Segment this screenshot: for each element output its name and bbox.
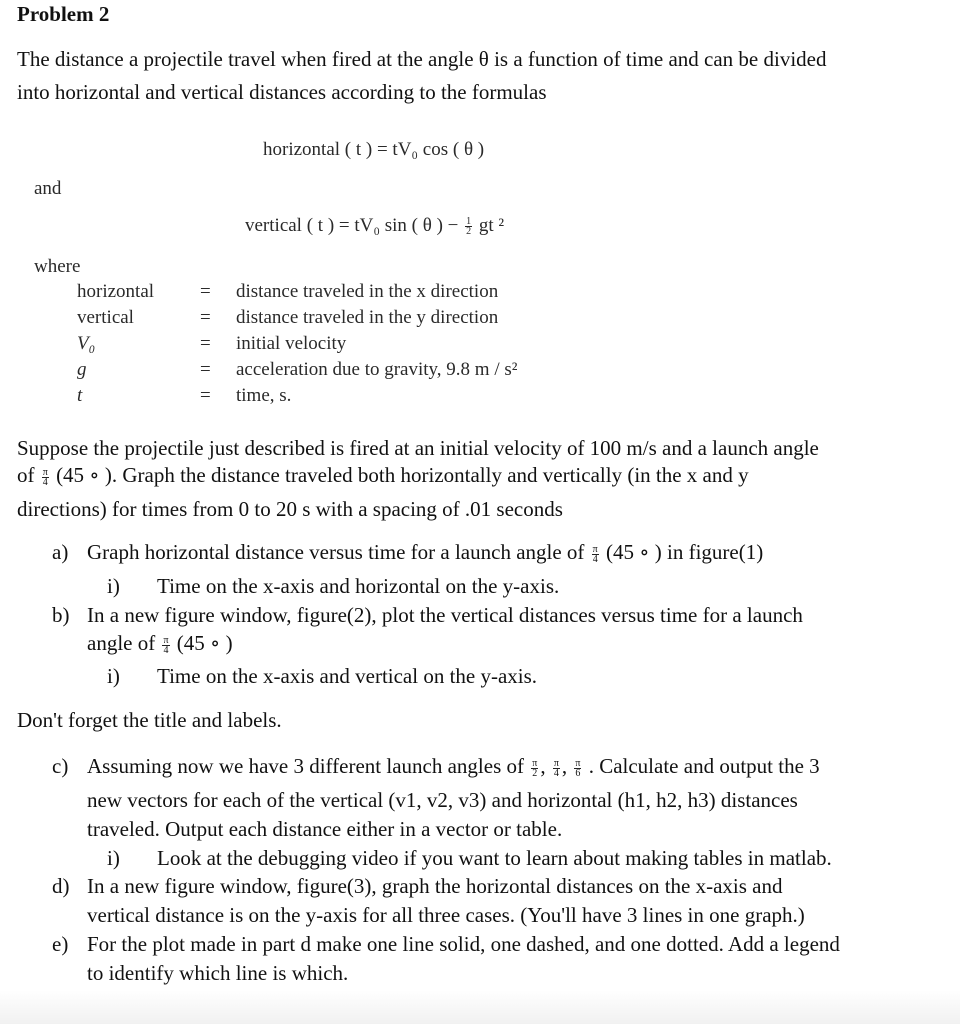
- def-sym-vertical: vertical: [77, 307, 134, 328]
- def-eq-g: =: [200, 359, 211, 380]
- item-c-i-text: Look at the debugging video if you want to learn about making tables in matlab.: [157, 846, 832, 870]
- item-b-post: (45 ∘ ): [176, 631, 233, 655]
- item-a-pre: Graph horizontal distance versus time for a launch angle of: [87, 540, 585, 564]
- pi-over-2-fraction: [531, 759, 538, 778]
- suppose-line-2: [17, 463, 749, 488]
- one-half-denominator: 2: [466, 226, 472, 238]
- frac-denominator: 2: [532, 767, 538, 779]
- item-c-pre: Assuming now we have 3 different launch angles of: [87, 754, 525, 778]
- item-c-line-2: new vectors for each of the vertical (v1, v2, v3) and horizontal (h1, h2, h3) distances: [87, 788, 798, 812]
- pi-over-4-fraction: [162, 636, 169, 655]
- def-sym-g: g: [77, 359, 87, 380]
- pi-over-4-fraction: [592, 545, 599, 564]
- suppose-line-3: directions) for times from 0 to 20 s with a spacing of .01 seconds: [17, 497, 563, 521]
- def-desc-v0: initial velocity: [236, 333, 347, 354]
- frac-denominator: 6: [575, 767, 581, 779]
- def-eq-vertical: =: [200, 307, 211, 328]
- one-half-numerator: 1: [466, 216, 472, 228]
- item-c-line-3: traveled. Output each distance either in a vector or table.: [87, 817, 563, 841]
- item-d-label: d): [52, 874, 70, 898]
- item-a-i-label: i): [107, 574, 120, 598]
- def-eq-v0: =: [200, 333, 211, 354]
- item-a-post: (45 ∘ ) in figure(1): [605, 540, 764, 564]
- problem-title: Problem 2: [17, 2, 110, 26]
- def-eq-horizontal: =: [200, 281, 211, 302]
- suppose-line-2-rest: (45 ∘ ). Graph the distance traveled both horizontally and vertically (in the x and y: [56, 463, 749, 487]
- and-label: and: [34, 178, 62, 199]
- item-e-line-1: For the plot made in part d make one line solid, one dashed, and one dotted. Add a legend: [87, 932, 840, 956]
- item-c-label: c): [52, 754, 69, 778]
- item-c-line-1: Assuming now we have 3 different launch angles of $\frac{\pi}{2}$ , $\frac{\pi}{4}$ , $\frac{\pi}{6}$ . Calculate and output the 3: [87, 754, 820, 779]
- frac-numerator: π: [532, 757, 538, 769]
- item-a-text: [87, 540, 763, 565]
- vertical-formula-left: vertical ( t ) = tV₀ sin ( θ ) −: [245, 215, 459, 236]
- one-half-fraction: [465, 217, 472, 236]
- frac-denominator: 4: [553, 767, 559, 779]
- def-desc-t: time, s.: [236, 385, 292, 406]
- def-sym-v0: V₀: [77, 333, 96, 354]
- vertical-formula: [245, 215, 504, 237]
- item-b-label: b): [52, 603, 70, 627]
- item-b-i-text: Time on the x-axis and vertical on the y-axis.: [157, 664, 538, 688]
- pi-over-6-fraction: [574, 759, 581, 778]
- def-desc-vertical: distance traveled in the y direction: [236, 307, 499, 328]
- intro-line-1: The distance a projectile travel when fired at the angle θ is a function of time and can be divided: [17, 47, 827, 71]
- item-b-i-label: i): [107, 664, 120, 688]
- item-a-i-text: Time on the x-axis and horizontal on the y-axis.: [157, 574, 560, 598]
- frac-numerator: π: [553, 757, 559, 769]
- frac-numerator: π: [42, 466, 48, 478]
- item-e-line-2: to identify which line is which.: [87, 961, 349, 985]
- item-a-label: a): [52, 540, 69, 564]
- suppose-line-1: Suppose the projectile just described is fired at an initial velocity of 100 m/s and a launch angle: [17, 436, 819, 460]
- item-c-i-label: i): [107, 846, 120, 870]
- item-d-line-1: In a new figure window, figure(3), graph the horizontal distances on the x-axis and: [87, 874, 783, 898]
- def-sym-t: t: [77, 385, 83, 406]
- item-b-line-2: [87, 631, 233, 656]
- vertical-formula-right: gt ²: [478, 215, 505, 236]
- where-label: where: [34, 256, 81, 277]
- frac-numerator: π: [163, 634, 169, 646]
- def-eq-t: =: [200, 385, 211, 406]
- pi-over-4-fraction: [42, 468, 49, 487]
- frac-denominator: 4: [163, 644, 169, 656]
- item-d-line-2: vertical distance is on the y-axis for all three cases. (You'll have 3 lines in one graph.): [87, 903, 805, 927]
- dont-forget-note: Don't forget the title and labels.: [17, 708, 282, 732]
- pi-over-4-fraction: [553, 759, 560, 778]
- item-b-line-1: In a new figure window, figure(2), plot the vertical distances versus time for a launch: [87, 603, 803, 627]
- item-b-pre: angle of: [87, 631, 156, 655]
- def-sym-horizontal: horizontal: [77, 281, 155, 302]
- frac-denominator: 4: [592, 553, 598, 565]
- frac-numerator: π: [592, 543, 598, 555]
- horizontal-formula: horizontal ( t ) = tV₀ cos ( θ ): [263, 139, 485, 160]
- def-desc-horizontal: distance traveled in the x direction: [236, 281, 499, 302]
- frac-numerator: π: [575, 757, 581, 769]
- suppose-of: of: [17, 463, 35, 487]
- item-e-label: e): [52, 932, 69, 956]
- frac-denominator: 4: [42, 476, 48, 488]
- def-desc-g: acceleration due to gravity, 9.8 m / s²: [236, 359, 518, 380]
- intro-line-2: into horizontal and vertical distances according to the formulas: [17, 80, 547, 104]
- item-c-post: . Calculate and output the 3: [588, 754, 820, 778]
- bottom-shade: [0, 990, 960, 1024]
